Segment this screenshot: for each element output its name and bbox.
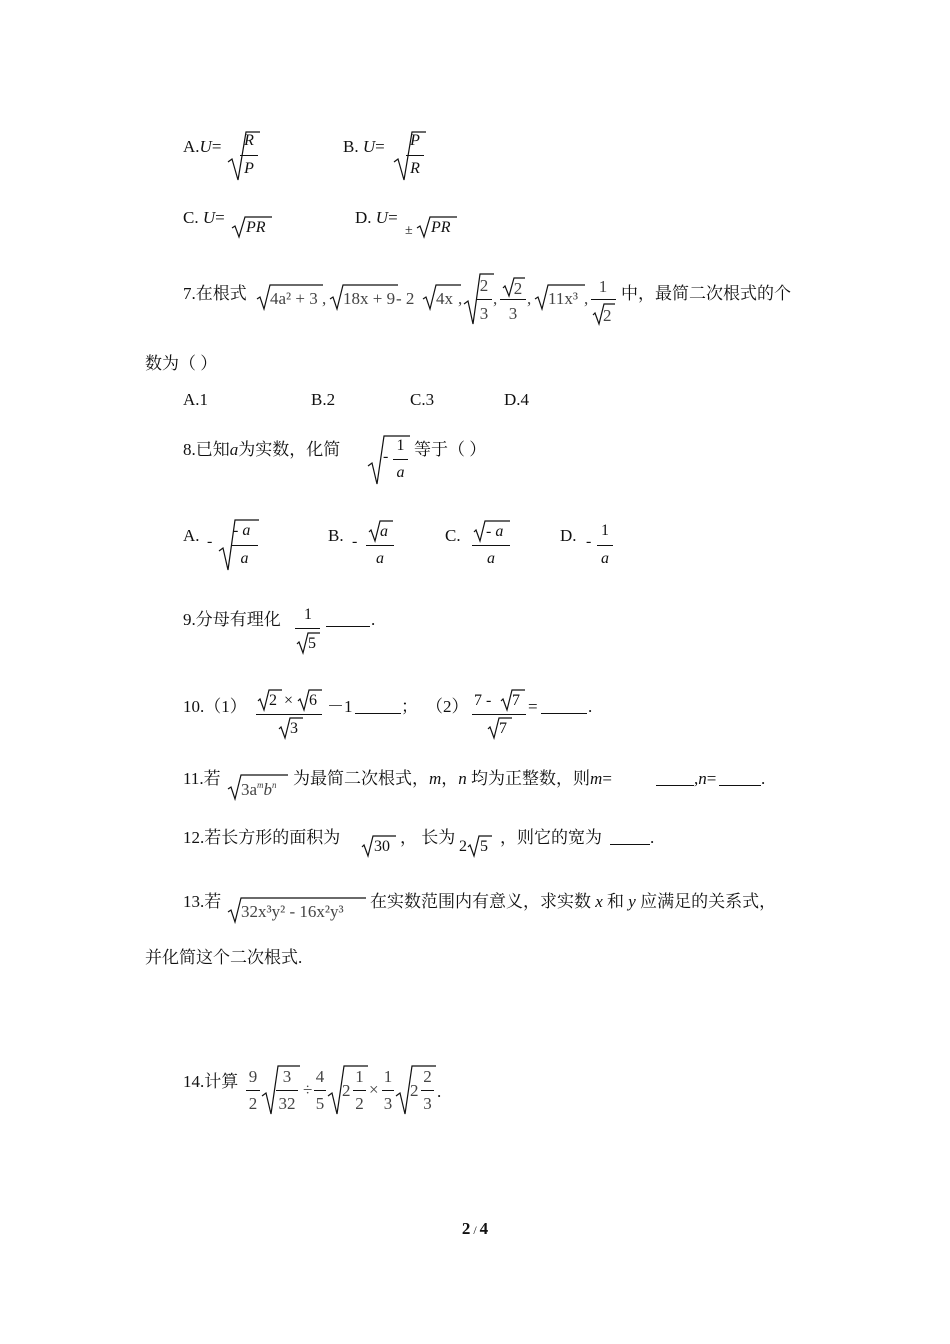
q8-b-num: a (380, 523, 388, 540)
q7-option-b: B.2 (311, 390, 336, 409)
fraction-bar (406, 155, 424, 156)
fraction-bar (472, 545, 510, 546)
q14-lead: 14.计算 (183, 1072, 239, 1091)
q9-den: 5 (308, 635, 316, 652)
q14-r3-num: 2 (423, 1067, 432, 1086)
radical-sign (466, 835, 492, 857)
q7-radicand-2: 18x + 9 (343, 289, 396, 308)
q8-b-den: a (376, 550, 384, 567)
q14-r2-den: 2 (355, 1094, 364, 1113)
q6-a-denominator: P (244, 160, 254, 177)
q10-n1: 2 (269, 692, 277, 709)
fraction-bar (295, 628, 320, 629)
fraction-bar (246, 1090, 260, 1091)
fraction-bar (353, 1090, 366, 1091)
fraction-bar (421, 1090, 434, 1091)
q10-lead: 10.（1） (183, 697, 247, 716)
q11-n-label: ,n= (694, 769, 717, 788)
q14-a-num: 9 (248, 1067, 258, 1086)
q8-a-den: a (240, 550, 249, 567)
q7-option-c: C.3 (410, 390, 435, 409)
q7-option-a: A.1 (183, 390, 209, 409)
q9-num: 1 (304, 606, 312, 623)
q13-tail: 在实数范围内有意义，求实数 x 和 y 应满足的关系式， (370, 892, 777, 911)
fraction-bar (314, 1090, 326, 1091)
fraction-bar (477, 299, 492, 300)
q12-dot: . (650, 828, 655, 847)
fraction-bar (276, 1090, 298, 1091)
q10-semi: ； (401, 697, 418, 716)
fraction-bar (597, 545, 613, 546)
q8-b-label: B. (328, 526, 344, 545)
page-number: 2 / 4 (461, 1219, 489, 1238)
q8-a-neg: - (207, 533, 213, 550)
q6-b-numerator: P (410, 132, 420, 149)
fraction-bar (393, 459, 408, 460)
q10-minus: －1 (327, 697, 353, 716)
q12-tail: ，则它的宽为 (500, 828, 602, 847)
q12-length: 5 (480, 838, 488, 855)
q11-answer-m[interactable] (656, 770, 694, 786)
q10-dot: . (588, 697, 593, 716)
q10-d1: 3 (290, 720, 298, 737)
q8-num: 1 (396, 437, 405, 454)
q7-comma: , (322, 289, 327, 308)
q14-b-den: 5 (315, 1094, 325, 1113)
q14-r1-num: 3 (282, 1067, 292, 1086)
q14-r2-whole: 2 (342, 1081, 351, 1100)
fraction-bar (500, 299, 526, 300)
q11-lead: 11.若 (183, 769, 221, 788)
q11-dot: . (761, 769, 766, 788)
q14-a-den: 2 (248, 1094, 258, 1113)
q11-tail: 为最简二次根式，m，n 均为正整数，则m= (293, 769, 612, 788)
q7-option-d: D.4 (504, 390, 530, 409)
q13-lead: 13.若 (183, 892, 222, 911)
q10-n3b: 7 (512, 692, 520, 709)
q8-c-label: C. (445, 526, 461, 545)
q7-comma: , (493, 289, 498, 308)
q7-comma: , (584, 289, 589, 308)
fraction-bar (591, 299, 616, 300)
q6-d-radicand: PR (431, 219, 451, 236)
q13-radicand: 32x³y² - 16x²y³ (241, 902, 344, 921)
q6-b-label: B. U= (343, 137, 385, 156)
q11-answer-n[interactable] (719, 770, 761, 786)
q8-d-neg: - (586, 533, 592, 550)
q7-line2: 数为（ ） (145, 354, 218, 373)
q6-b-denominator: R (410, 160, 420, 177)
q14-b-num: 4 (315, 1067, 325, 1086)
q14-r2-num: 1 (355, 1067, 364, 1086)
q7-frac3-num: 1 (598, 277, 608, 296)
q7-comma: , (527, 289, 532, 308)
q7-radicand-3: 4x (436, 289, 453, 308)
q10-eq: = (528, 697, 538, 716)
q7-frac1-num: 2 (479, 276, 489, 295)
q7-frac2-den: 3 (508, 304, 518, 323)
q8-a-label: A. (183, 526, 200, 545)
q9-dot: . (371, 610, 376, 629)
fraction-bar (240, 155, 258, 156)
q10-n2: 6 (309, 692, 317, 709)
q8-a-num: - a (233, 522, 251, 539)
q14-c-den: 3 (383, 1094, 393, 1113)
q14-r1-den: 32 (278, 1094, 296, 1113)
q6-c-radicand: PR (246, 219, 266, 236)
q8-d-label: D. (560, 526, 577, 545)
q7-frac3-den: 2 (603, 306, 612, 325)
q8-c-num: - a (486, 523, 504, 540)
q14-dot: . (437, 1082, 442, 1101)
q6-d-plus-minus: ± (405, 223, 413, 238)
q8-c-den: a (487, 550, 495, 567)
q14-r3-den: 3 (423, 1094, 432, 1113)
q8-b-neg: - (352, 533, 358, 550)
q14-div: ÷ (303, 1080, 313, 1099)
fraction-bar (231, 545, 258, 546)
q7-minus: - 2 (396, 289, 415, 308)
q10-answer-blank-2[interactable] (541, 698, 587, 714)
q12-area: 30 (374, 838, 390, 855)
q8-d-num: 1 (601, 522, 609, 539)
q10-part2: （2） (426, 697, 469, 716)
q7-frac1-den: 3 (479, 304, 489, 323)
q8-tail: 等于（ ） (414, 440, 487, 459)
q7-radicand-4: 11x³ (548, 289, 578, 308)
q10-n3a: 7 - (474, 692, 492, 709)
q7-frac2-num: 2 (513, 279, 523, 298)
q6-a-label: A.U= (183, 137, 222, 156)
fraction-bar (472, 714, 526, 715)
q8-d-den: a (601, 550, 609, 567)
q10-answer-blank-1[interactable] (355, 698, 401, 714)
q9-lead: 9.分母有理化 (183, 610, 281, 629)
q7-tail: 中，最简二次根式的个 (621, 284, 791, 303)
q6-a-numerator: R (244, 132, 254, 149)
fraction-bar (382, 1090, 394, 1091)
q8-den: a (396, 464, 405, 481)
q12-lead: 12.若长方形的面积为 (183, 828, 341, 847)
q6-d-label: D. U= (355, 208, 398, 227)
q10-d2: 7 (499, 720, 507, 737)
q14-c-num: 1 (383, 1067, 393, 1086)
q12-answer-blank[interactable] (610, 829, 650, 845)
q12-mid: ， 长为 (400, 828, 456, 847)
q7-lead: 7.在根式 (183, 284, 247, 303)
q9-answer-blank[interactable] (326, 611, 370, 627)
q12-coef: 2 (459, 838, 467, 855)
fraction-bar (256, 714, 322, 715)
q7-comma: , (458, 289, 463, 308)
q8-lead: 8.已知a为实数，化简 (183, 440, 341, 459)
q8-neg: - (383, 448, 389, 465)
q14-times: × (369, 1080, 379, 1099)
fraction-bar (366, 545, 394, 546)
q13-line2: 并化简这个二次根式. (145, 948, 303, 967)
q11-radicand: $3a^mb^n$ (241, 780, 277, 799)
q14-r3-whole: 2 (410, 1081, 419, 1100)
q10-times: × (284, 692, 294, 709)
q7-radicand-1: 4a² + 3 (270, 289, 318, 308)
q6-c-label: C. U= (183, 208, 225, 227)
